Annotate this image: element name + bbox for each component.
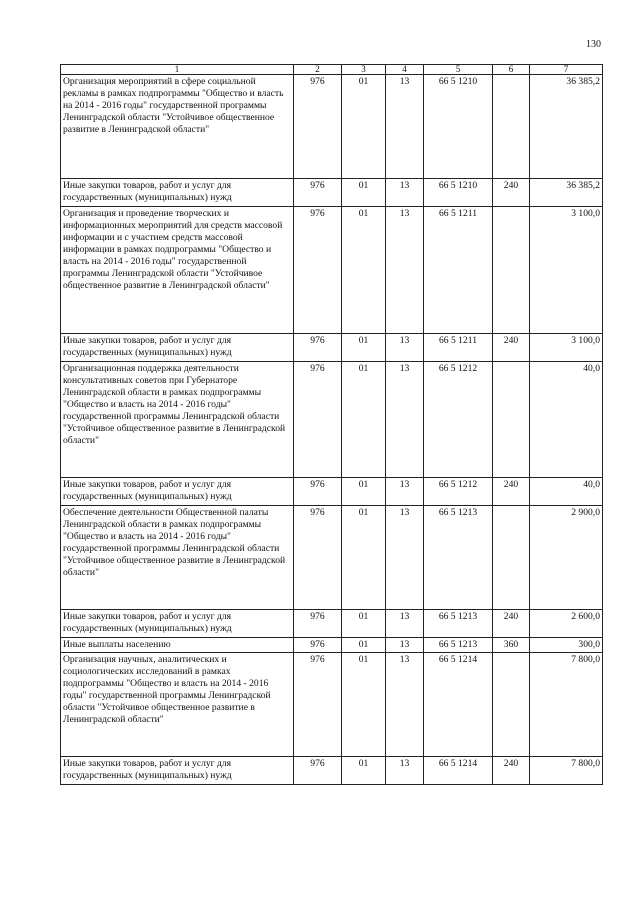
table-row <box>61 75 603 179</box>
table-row <box>61 610 603 638</box>
budget-table <box>60 64 603 785</box>
cell-amount: 7 800,0 <box>530 757 603 785</box>
cell-amount: 3 100,0 <box>530 207 603 334</box>
cell-code-4: 13 <box>386 478 424 506</box>
cell-code-3: 01 <box>342 207 386 334</box>
cell-code-4: 13 <box>386 362 424 478</box>
cell-amount: 36 385,2 <box>530 179 603 207</box>
cell-code-6 <box>493 506 530 610</box>
table-row <box>61 506 603 610</box>
row-name: Иные выплаты населению <box>61 638 294 653</box>
cell-amount: 3 100,0 <box>530 334 603 362</box>
row-name: Иные закупки товаров, работ и услуг для государственных (муниципальных) нужд <box>61 757 294 785</box>
cell-code-5: 66 5 1210 <box>424 179 493 207</box>
cell-code-6: 240 <box>493 610 530 638</box>
cell-amount: 2 600,0 <box>530 610 603 638</box>
table-row <box>61 638 603 653</box>
col-header: 3 <box>342 65 386 75</box>
table-row <box>61 362 603 478</box>
row-name: Организация научных, аналитических и социологических исследований в рамках подпрограммы "Общество и власть на 2014 - 2016 годы" государственной программы Ленинградской области "Устойчивое общественное развитие в Ленинградской области" <box>61 653 294 757</box>
cell-code-6: 360 <box>493 638 530 653</box>
table-row <box>61 207 603 334</box>
cell-code-4: 13 <box>386 638 424 653</box>
cell-code-4: 13 <box>386 75 424 179</box>
cell-amount: 7 800,0 <box>530 653 603 757</box>
col-header: 4 <box>386 65 424 75</box>
cell-code-3: 01 <box>342 610 386 638</box>
cell-code-6: 240 <box>493 478 530 506</box>
cell-code-4: 13 <box>386 506 424 610</box>
cell-code-5: 66 5 1213 <box>424 610 493 638</box>
cell-code-2: 976 <box>294 362 342 478</box>
cell-code-5: 66 5 1214 <box>424 653 493 757</box>
row-name: Иные закупки товаров, работ и услуг для государственных (муниципальных) нужд <box>61 478 294 506</box>
cell-code-2: 976 <box>294 179 342 207</box>
col-header: 5 <box>424 65 493 75</box>
cell-code-2: 976 <box>294 506 342 610</box>
col-header: 1 <box>61 65 294 75</box>
cell-code-4: 13 <box>386 207 424 334</box>
cell-amount: 300,0 <box>530 638 603 653</box>
header-row <box>61 65 603 75</box>
col-header: 7 <box>530 65 603 75</box>
cell-code-5: 66 5 1212 <box>424 478 493 506</box>
cell-amount: 36 385,2 <box>530 75 603 179</box>
row-name: Организация мероприятий в сфере социальной рекламы в рамках подпрограммы "Общество и власть на 2014 - 2016 годы" государственной программы Ленинградской области "Устойчивое общественное развитие в Ленинградской области" <box>61 75 294 179</box>
cell-code-6 <box>493 362 530 478</box>
table-row <box>61 757 603 785</box>
table-row <box>61 334 603 362</box>
cell-amount: 40,0 <box>530 362 603 478</box>
row-name: Иные закупки товаров, работ и услуг для государственных (муниципальных) нужд <box>61 334 294 362</box>
cell-code-4: 13 <box>386 179 424 207</box>
cell-code-3: 01 <box>342 653 386 757</box>
col-header: 6 <box>493 65 530 75</box>
cell-code-5: 66 5 1211 <box>424 334 493 362</box>
cell-code-3: 01 <box>342 506 386 610</box>
cell-code-3: 01 <box>342 334 386 362</box>
cell-code-6 <box>493 75 530 179</box>
row-name: Иные закупки товаров, работ и услуг для государственных (муниципальных) нужд <box>61 610 294 638</box>
cell-code-5: 66 5 1213 <box>424 506 493 610</box>
cell-code-5: 66 5 1214 <box>424 757 493 785</box>
cell-code-6: 240 <box>493 179 530 207</box>
cell-code-5: 66 5 1212 <box>424 362 493 478</box>
table-row <box>61 653 603 757</box>
row-name: Организация и проведение творческих и информационных мероприятий для средств массовой информации и с участием средств массовой информации в рамках подпрограммы "Общество и власть на 2014 - 2016 годы" государственной программы Ленинградской области "Устойчивое общественное развитие в Ленинградской области" <box>61 207 294 334</box>
cell-code-3: 01 <box>342 75 386 179</box>
cell-code-5: 66 5 1213 <box>424 638 493 653</box>
cell-code-6: 240 <box>493 757 530 785</box>
cell-code-2: 976 <box>294 75 342 179</box>
cell-code-2: 976 <box>294 478 342 506</box>
cell-code-3: 01 <box>342 179 386 207</box>
cell-code-5: 66 5 1211 <box>424 207 493 334</box>
cell-code-4: 13 <box>386 653 424 757</box>
cell-code-5: 66 5 1210 <box>424 75 493 179</box>
page-number: 130 <box>586 39 601 50</box>
cell-code-2: 976 <box>294 638 342 653</box>
cell-code-2: 976 <box>294 334 342 362</box>
cell-code-2: 976 <box>294 757 342 785</box>
col-header: 2 <box>294 65 342 75</box>
cell-code-3: 01 <box>342 638 386 653</box>
cell-amount: 40,0 <box>530 478 603 506</box>
row-name: Обеспечение деятельности Общественной палаты Ленинградской области в рамках подпрограммы "Общество и власть на 2014 - 2016 годы" государственной программы Ленинградской области "Устойчивое общественное развитие в Ленинградской области" <box>61 506 294 610</box>
cell-code-3: 01 <box>342 757 386 785</box>
cell-code-3: 01 <box>342 478 386 506</box>
cell-code-4: 13 <box>386 334 424 362</box>
cell-code-6: 240 <box>493 334 530 362</box>
table-row <box>61 179 603 207</box>
cell-code-4: 13 <box>386 610 424 638</box>
row-name: Организационная поддержка деятельности консультативных советов при Губернаторе Ленинградской области в рамках подпрограммы "Общество и власть на 2014 - 2016 годы" государственной программы Ленинградской области "Устойчивое общественное развитие в Ленинградской области" <box>61 362 294 478</box>
cell-code-6 <box>493 653 530 757</box>
table-row <box>61 478 603 506</box>
cell-code-2: 976 <box>294 653 342 757</box>
cell-code-3: 01 <box>342 362 386 478</box>
cell-code-4: 13 <box>386 757 424 785</box>
row-name: Иные закупки товаров, работ и услуг для государственных (муниципальных) нужд <box>61 179 294 207</box>
cell-code-2: 976 <box>294 610 342 638</box>
cell-code-2: 976 <box>294 207 342 334</box>
cell-amount: 2 900,0 <box>530 506 603 610</box>
cell-code-6 <box>493 207 530 334</box>
